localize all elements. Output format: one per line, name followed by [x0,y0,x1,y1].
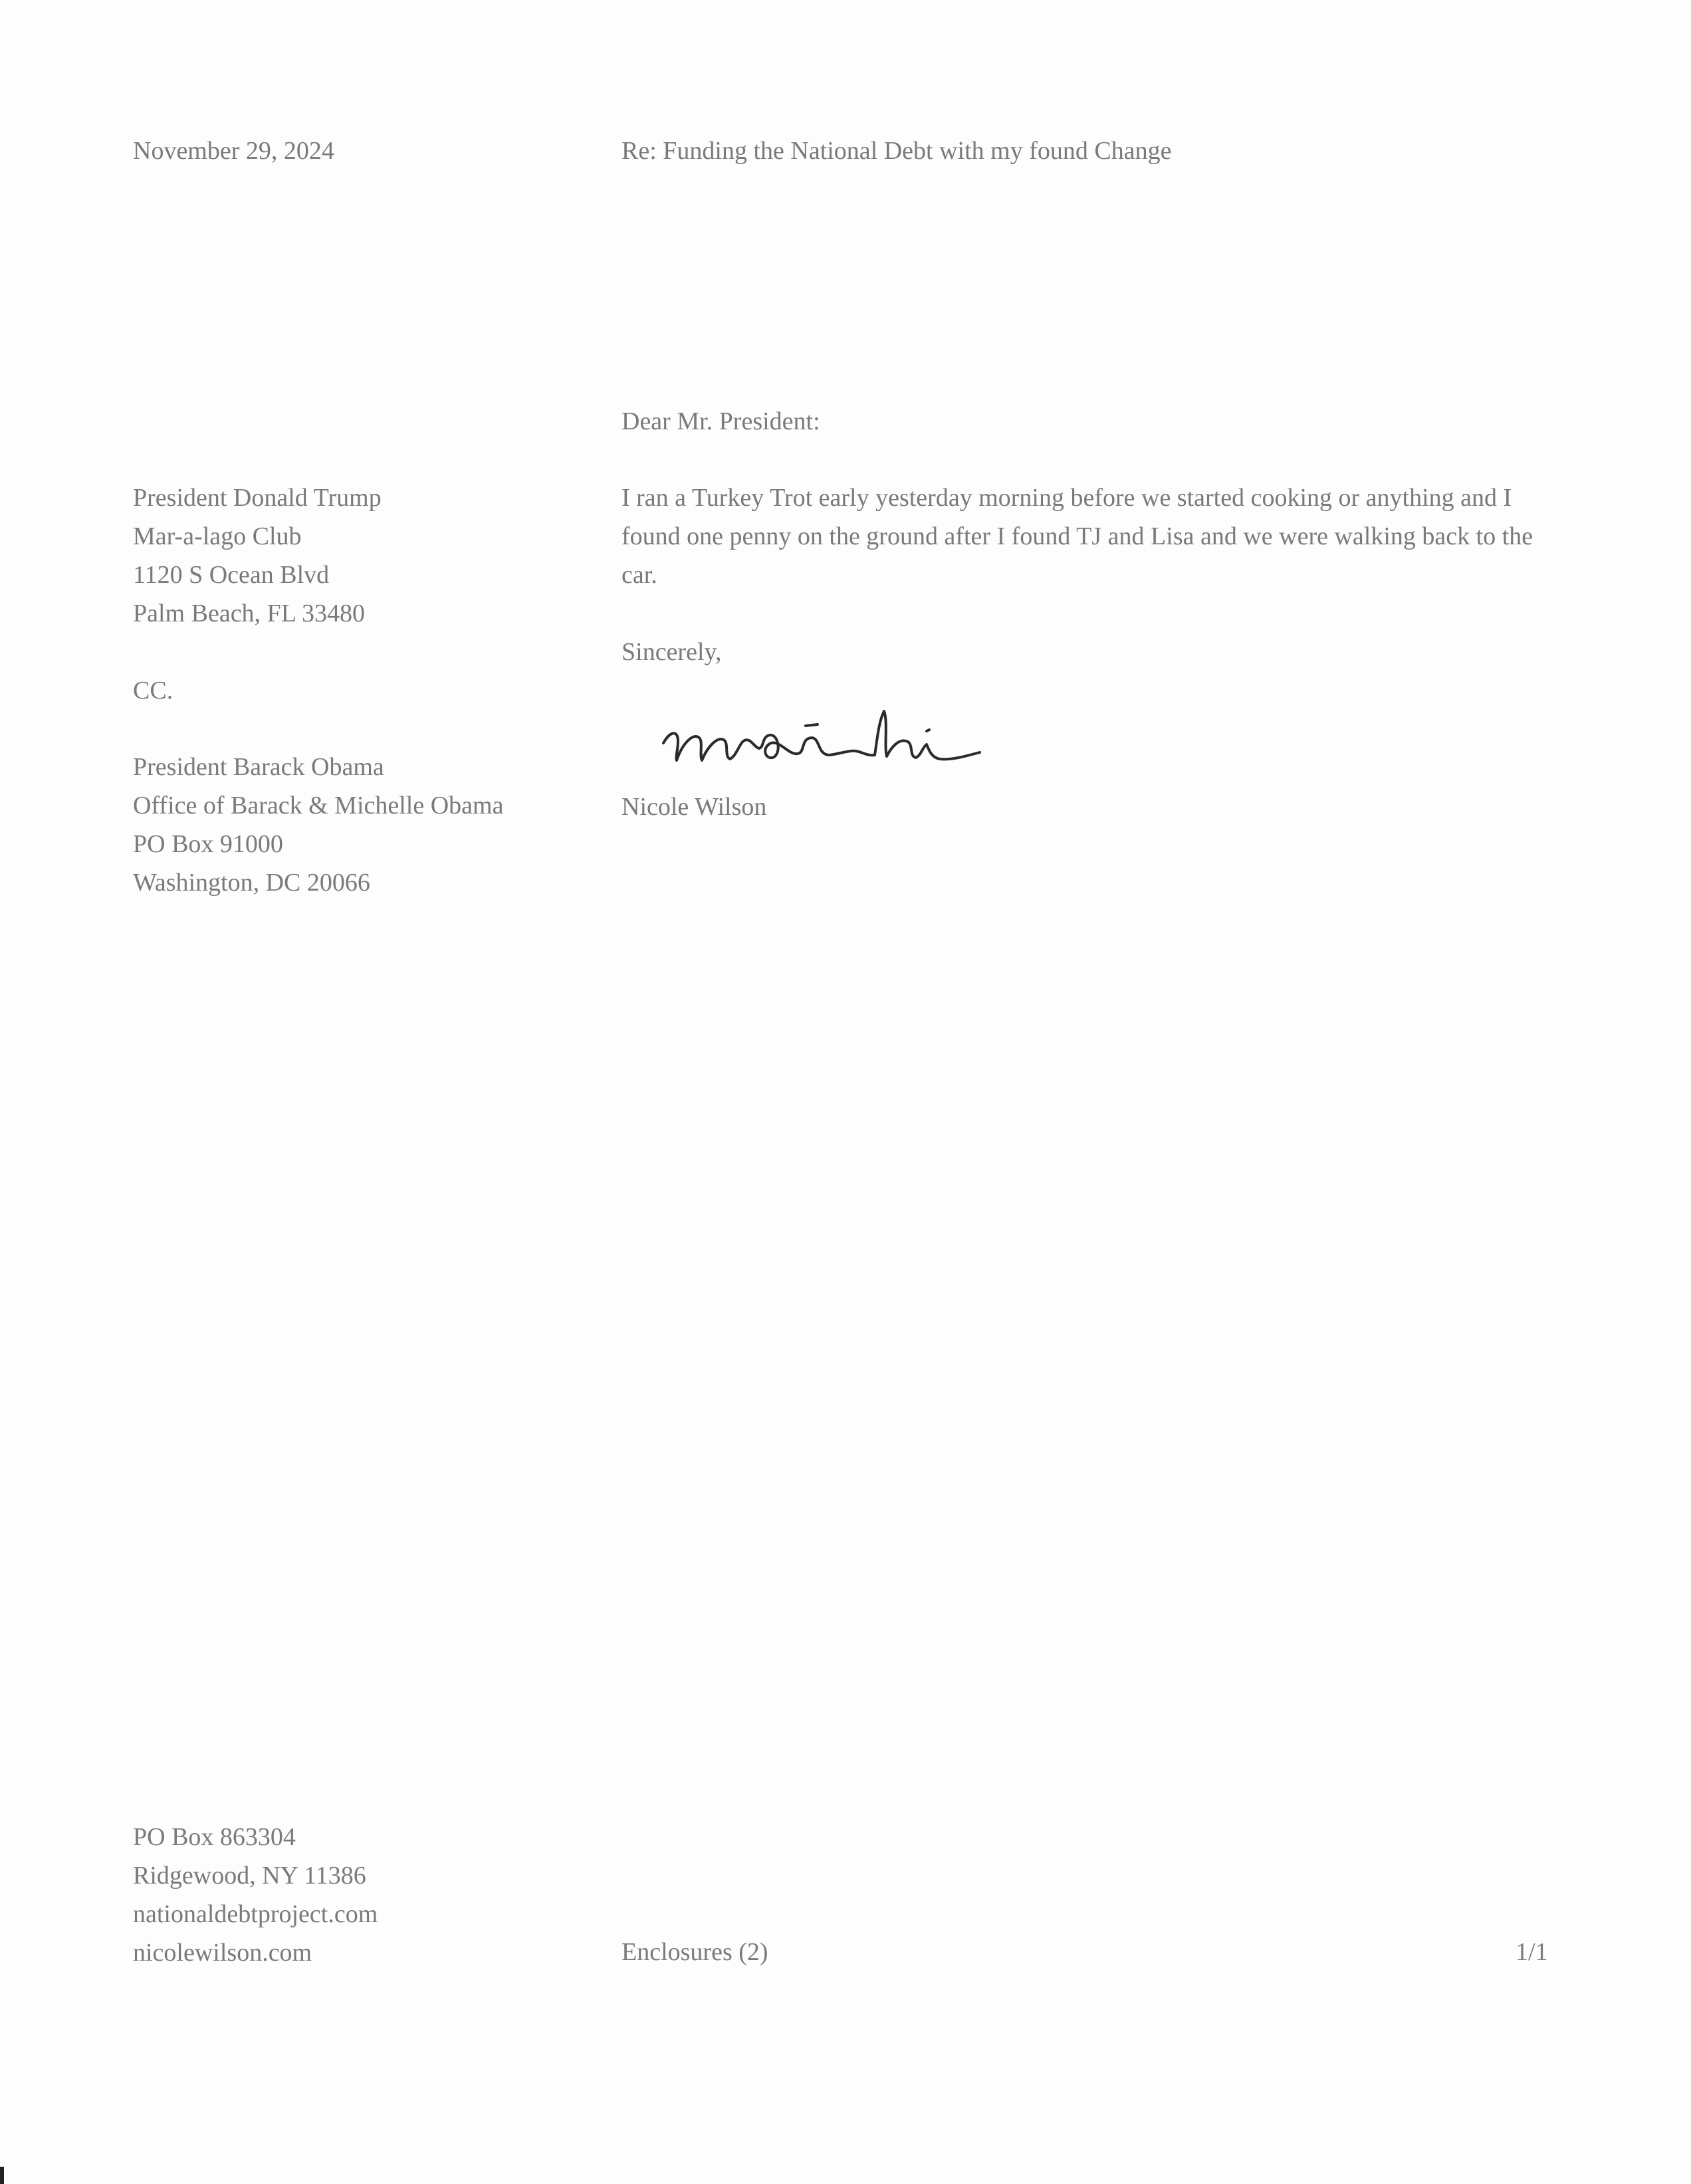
scan-mark [0,2167,4,2184]
handwritten-signature [658,691,1004,778]
recipient-line: 1120 S Ocean Blvd [133,561,330,589]
sender-website: nationaldebtproject.com [133,1900,378,1928]
salutation: Dear Mr. President: [621,407,820,435]
sender-line: Ridgewood, NY 11386 [133,1862,366,1890]
cc-recipient-address [133,748,503,902]
sender-website: nicolewilson.com [133,1939,312,1967]
sender-address [133,1818,378,1972]
cc-recipient-line: PO Box 91000 [133,830,283,858]
signer-name: Nicole Wilson [621,793,767,821]
recipient-address [133,479,382,633]
letter-subject: Re: Funding the National Debt with my found Change [621,137,1172,165]
cc-recipient-line: Washington, DC 20066 [133,869,370,897]
cc-label: CC. [133,677,173,705]
sender-line: PO Box 863304 [133,1823,296,1851]
page-number: 1/1 [1516,1938,1548,1966]
recipient-line: President Donald Trump [133,484,382,512]
cc-recipient-line: President Barack Obama [133,753,384,781]
letter-body: I ran a Turkey Trot early yesterday morning before we started cooking or anything and I found one penny on the ground after I found TJ and Lisa and we were walking back to the car. [621,484,1533,589]
recipient-line: Mar-a-lago Club [133,522,302,550]
enclosures: Enclosures (2) [621,1938,768,1966]
recipient-line: Palm Beach, FL 33480 [133,600,365,627]
letter-date: November 29, 2024 [133,137,334,165]
closing: Sincerely, [621,638,722,666]
cc-recipient-line: Office of Barack & Michelle Obama [133,792,504,819]
